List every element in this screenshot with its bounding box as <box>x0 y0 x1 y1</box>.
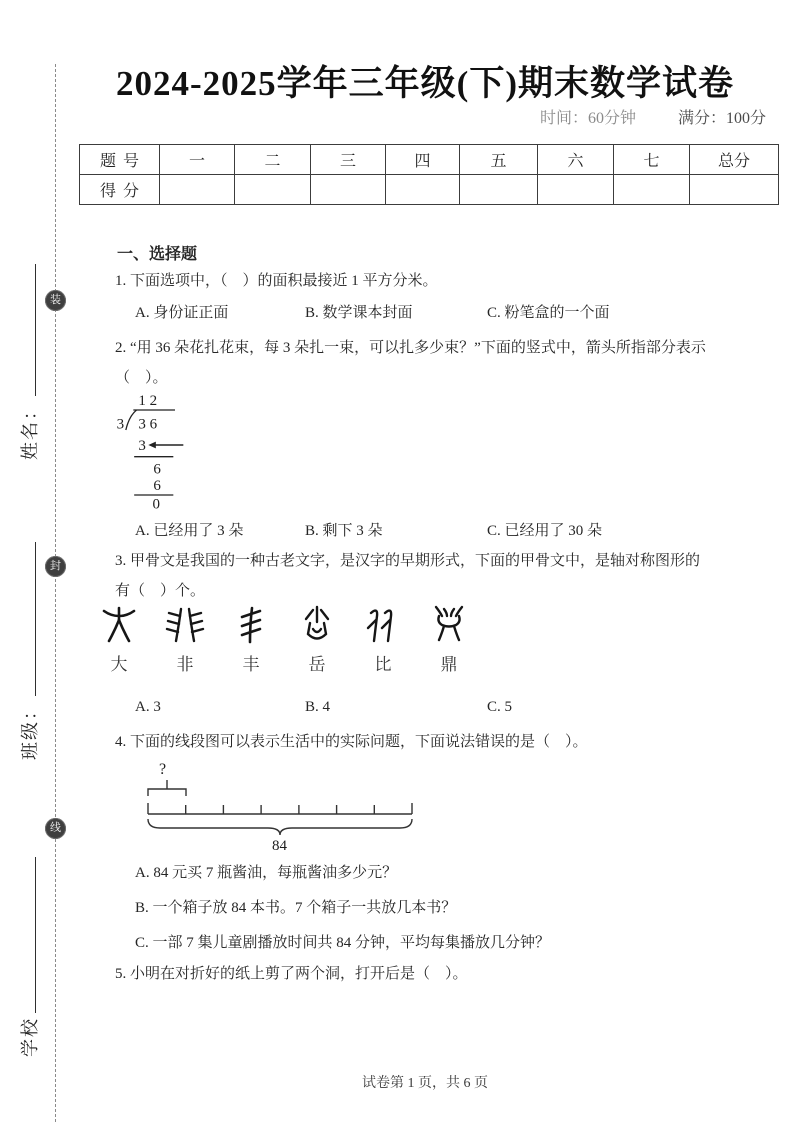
q1-option-b: B. 数学课本封面 <box>305 305 413 321</box>
header-col-5: 五 <box>460 145 538 175</box>
question-3-options <box>0 699 793 719</box>
name-label: 姓名： <box>20 400 40 460</box>
score-cell <box>460 175 538 205</box>
q1-option-a: A. 身份证正面 <box>135 305 229 321</box>
class-label: 班级： <box>20 700 40 760</box>
oracle-glyph-fei <box>161 604 209 675</box>
question-2-text-line2: （ ）。 <box>115 370 168 386</box>
glyph-label: 鼎 <box>440 655 458 674</box>
oracle-glyph-feng <box>227 604 275 675</box>
division-divisor: 3 <box>116 416 125 433</box>
score-cell <box>614 175 690 205</box>
seal-mark-label: 线 <box>50 822 61 834</box>
header-col-4: 四 <box>386 145 460 175</box>
segment-diagram <box>138 758 418 852</box>
diagram-question-mark: ? <box>159 761 167 778</box>
exam-meta <box>80 105 766 128</box>
question-2-options <box>0 519 793 539</box>
oracle-fei-icon <box>165 604 205 644</box>
seal-mark-xian <box>45 818 66 839</box>
school-field <box>12 857 46 1057</box>
header-question-number: 题号 <box>80 145 160 175</box>
division-remainder: 0 <box>152 496 160 510</box>
question-1-options <box>0 301 793 321</box>
q4-option-c: C. 一部 7 集儿童剧播放时间共 84 分钟，平均每集播放几分钟？ <box>135 935 551 951</box>
score-cell <box>235 175 311 205</box>
name-blank-line <box>23 264 36 396</box>
division-step3: 6 <box>153 478 161 494</box>
division-step2: 6 <box>153 461 161 478</box>
diagram-total-label: 84 <box>272 838 287 852</box>
school-label: 学校 <box>20 1017 40 1057</box>
question-5-text: 5. 小明在对折好的纸上剪了两个洞，打开后是（ ）。 <box>115 966 468 982</box>
full-score: 满分：100分 <box>677 110 766 127</box>
score-cell <box>160 175 235 205</box>
header-col-6: 六 <box>538 145 614 175</box>
score-table-header-row <box>80 145 779 175</box>
q4-option-b: B. 一个箱子放 84 本书。7 个箱子一共放几本书？ <box>135 900 457 916</box>
score-cell <box>386 175 460 205</box>
school-blank-line <box>23 857 36 1013</box>
exam-title: 2024-2025学年三年级(下)期末数学试卷 <box>116 64 734 103</box>
header-col-3: 三 <box>311 145 386 175</box>
glyph-label: 比 <box>374 655 392 674</box>
binding-dashed-line <box>55 64 56 1122</box>
q3-option-b: B. 4 <box>305 699 331 715</box>
page-footer: 试卷第 1 页，共 6 页 <box>362 1076 488 1091</box>
score-cell <box>538 175 614 205</box>
glyph-label: 岳 <box>308 655 326 674</box>
glyph-label: 非 <box>176 655 194 674</box>
header-col-7: 七 <box>614 145 690 175</box>
q2-option-a: A. 已经用了 3 朵 <box>135 523 244 539</box>
division-dividend: 3 6 <box>138 416 158 433</box>
time-limit: 时间：60分钟 <box>539 110 636 127</box>
score-cell <box>311 175 386 205</box>
division-step1: 3 <box>138 438 146 454</box>
score-cell <box>690 175 779 205</box>
question-3-text-line2: 有（ ）个。 <box>115 583 206 599</box>
long-division-diagram <box>112 390 188 510</box>
part-bracket <box>148 780 186 796</box>
q3-option-a: A. 3 <box>135 699 161 715</box>
score-table <box>79 144 779 205</box>
q4-option-a: A. 84 元买 7 瓶酱油，每瓶酱油多少元？ <box>135 865 398 881</box>
score-table-score-row <box>80 175 779 205</box>
question-3-text-line1: 3. 甲骨文是我国的一种古老文字，是汉字的早期形式，下面的甲骨文中，是轴对称图形的 <box>115 553 701 569</box>
seal-mark-label: 装 <box>50 294 61 306</box>
seal-mark-feng <box>45 556 66 577</box>
question-2-text-line1: 2. “用 36 朵花扎花束，每 3 朵扎一束，可以扎多少束？”下面的竖式中，箭头所指部分表示 <box>115 340 706 356</box>
oracle-glyph-da <box>95 604 143 675</box>
oracle-feng-icon <box>231 604 271 644</box>
seal-mark-label: 封 <box>50 560 61 572</box>
q3-option-c: C. 5 <box>487 699 513 715</box>
total-brace <box>148 819 412 835</box>
oracle-glyph-yue <box>293 604 341 675</box>
class-blank-line <box>23 542 36 696</box>
q2-option-b: B. 剩下 3 朵 <box>305 523 383 539</box>
header-total: 总分 <box>690 145 779 175</box>
header-col-2: 二 <box>235 145 311 175</box>
score-row-label: 得分 <box>80 175 160 205</box>
glyph-label: 大 <box>110 655 128 674</box>
header-col-1: 一 <box>160 145 235 175</box>
oracle-glyph-bi <box>359 604 407 675</box>
oracle-glyph-ding <box>425 604 473 675</box>
segment-ticks <box>148 803 412 814</box>
question-4-text: 4. 下面的线段图可以表示生活中的实际问题，下面说法错误的是（ ）。 <box>115 734 588 750</box>
oracle-yue-icon <box>297 604 337 644</box>
glyph-label: 丰 <box>242 655 260 674</box>
oracle-bi-icon <box>363 604 403 644</box>
oracle-glyph-row <box>95 604 473 675</box>
division-quotient: 1 2 <box>138 393 158 409</box>
name-field <box>12 264 46 460</box>
oracle-ding-icon <box>429 604 469 644</box>
q1-option-c: C. 粉笔盒的一个面 <box>487 305 610 321</box>
section1-heading: 一、选择题 <box>117 246 198 263</box>
oracle-da-icon <box>99 604 139 644</box>
class-field <box>12 542 46 760</box>
question-1-text: 1. 下面选项中，（ ）的面积最接近 1 平方分米。 <box>115 273 438 289</box>
q2-option-c: C. 已经用了 30 朵 <box>487 523 603 539</box>
arrow-head-icon <box>148 442 156 449</box>
